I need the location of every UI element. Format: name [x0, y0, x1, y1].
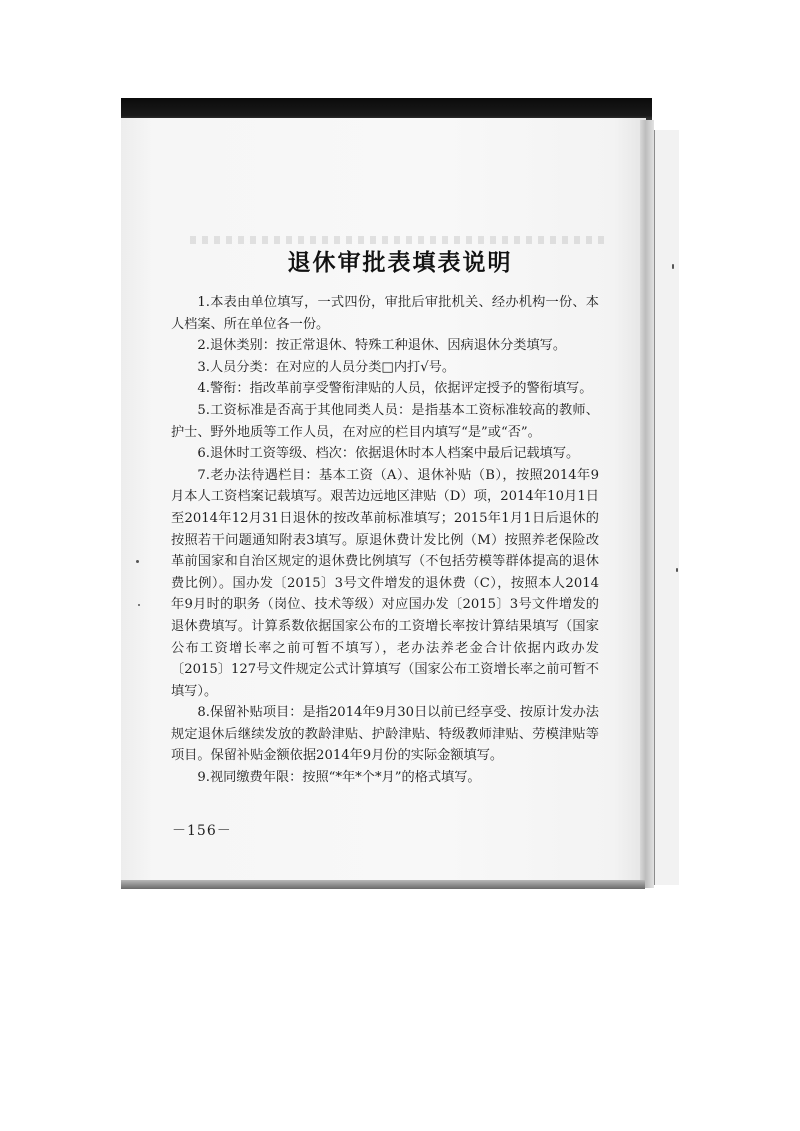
instructions-body — [171, 292, 599, 789]
page-title: 退休审批表填表说明 — [287, 249, 513, 276]
scan-bottom-shadow — [121, 880, 645, 889]
instruction-item-8: 8.保留补贴项目：是指2014年9月30日以前已经享受、按原计发办法规定退休后继续发放的教龄津贴、护龄津贴、特级教师津贴、劳模津贴等项目。保留补贴金额依据2014年9月份的实际金额填写。 — [171, 705, 599, 764]
instruction-item-1: 1.本表由单位填写，一式四份，审批后审批机关、经办机构一份、本人档案、所在单位各一份。 — [171, 295, 599, 332]
instruction-item-4: 4.警衔：指改革前享受警衔津贴的人员，依据评定授予的警衔填写。 — [197, 381, 593, 397]
instruction-item-9: 9.视同缴费年限：按照“*年*个*月”的格式填写。 — [197, 770, 481, 786]
scan-top-shadow — [121, 98, 652, 120]
instruction-item-2: 2.退休类别：按正常退休、特殊工种退休、因病退休分类填写。 — [197, 338, 567, 354]
instruction-item-6: 6.退休时工资等级、档次：依据退休时本人档案中最后记载填写。 — [197, 446, 580, 462]
bleed-through-marks — [190, 236, 610, 244]
page-gutter — [640, 120, 654, 888]
adjacent-page-edge — [654, 130, 679, 885]
page-number: －156－ — [172, 823, 232, 839]
instruction-item-3: 3.人员分类：在对应的人员分类□内打√号。 — [197, 359, 456, 375]
instruction-item-5: 5.工资标准是否高于其他同类人员：是指基本工资标准较高的教师、护士、野外地质等工作人员，在对应的栏目内填写“是”或“否”。 — [171, 402, 599, 440]
scan-speck — [672, 264, 674, 269]
instruction-item-7: 7.老办法待遇栏目：基本工资（A）、退休补贴（B），按照2014年9月本人工资档案记载填写。艰苦边远地区津贴（D）项，2014年10月1日至2014年12月31日退休的按改革前标准填写；2015年1月1日后退休的按照若干问题通知附表3填写。原退休费计发比例（M）按照养老保险改革前国家和自治区规定的退休费比例填写（不包括劳模等群体提高的退休费比例）。国办发〔2015〕3号文件增发的退休费（C），按照本人2014年9月时的职务（岗位、技术等级）对应国办发〔2015〕3号文件增发的退休费填写。计算系数依据国家公布的工资增长率按计算结果填写（国家公布工资增长率之前可暂不填写），老办法养老金合计依据内政办发〔2015〕127号文件规定公式计算填写（国家公布工资增长率之前可暂不填写）。 — [171, 467, 599, 699]
scan-speck — [136, 560, 139, 563]
scan-speck — [676, 568, 678, 572]
scan-speck — [138, 604, 140, 606]
